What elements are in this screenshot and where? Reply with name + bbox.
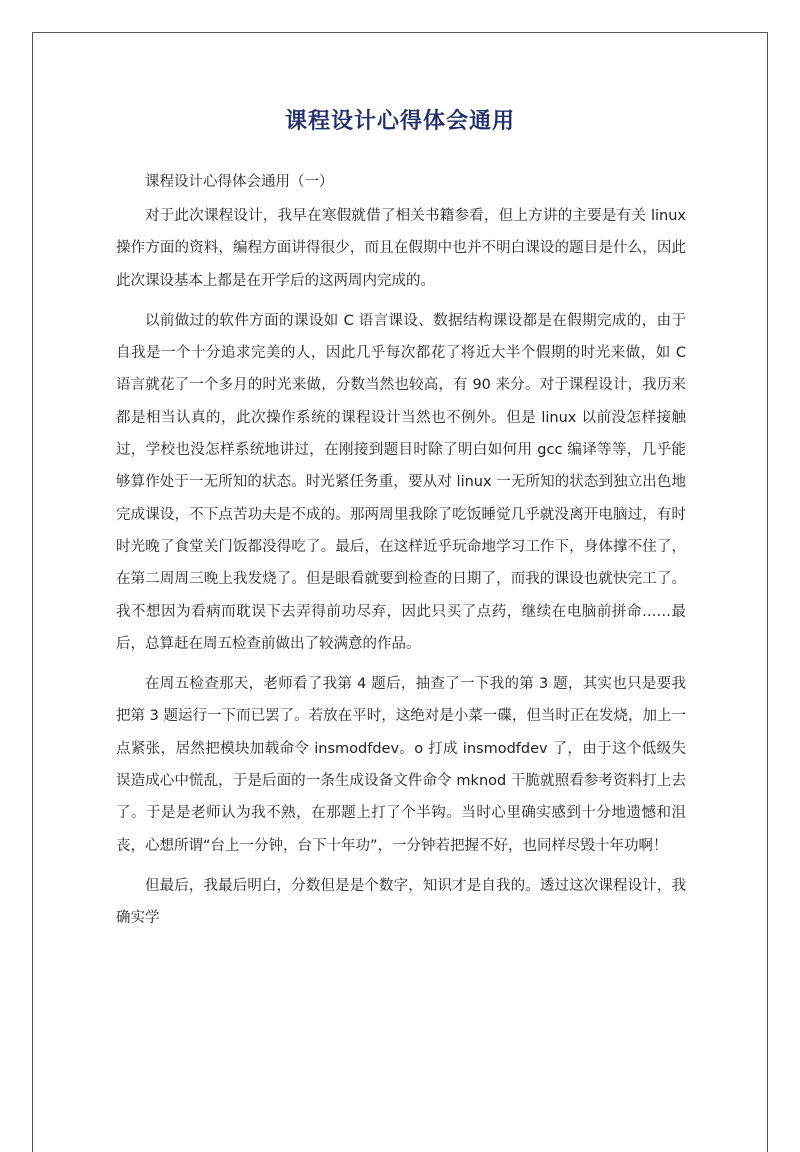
paragraph-4: 但最后，我最后明白，分数但是是个数字，知识才是自我的。透过这次课程设计，我确实学: [116, 877, 686, 927]
section-subtitle: 课程设计心得体会通用（一）: [145, 174, 334, 190]
document-title: 课程设计心得体会通用: [284, 109, 515, 134]
document-body: [116, 170, 686, 935]
paragraph-2: 以前做过的软件方面的课设如 C 语言课设、数据结构课设都是在假期完成的，由于自我是一个十分追求完美的人，因此几乎每次都花了将近大半个假期的时光来做，如 C 语言就花了一个多月的时光来做，分数当然也较高，有 90 来分。对于课程设计，我历来都是相当认真的，此次操作系统的课程设计当然也不例外。但是 linux 以前没怎样接触过，学校也没怎样系统地讲过，在刚接到题目时除了明白如何用 gcc 编译等等，几乎能够算作处于一无所知的状态。时光紧任务重，要从对 linux 一无所知的状态到独立出色地完成课设，不下点苦功夫是不成的。那两周里我除了吃饭睡觉几乎就没离开电脑过，有时时光晚了食堂关门饭都没得吃了。最后，在这样近乎玩命地学习工作下，身体撑不住了，在第二周周三晚上我发烧了。但是眼看就要到检查的日期了，而我的课设也就快完工了。我不想因为看病而耽误下去弄得前功尽弃，因此只买了点药，继续在电脑前拼命……最后，总算赶在周五检查前做出了较满意的作品。: [116, 312, 686, 652]
paragraph-3: 在周五检查那天，老师看了我第 4 题后，抽查了一下我的第 3 题，其实也只是要我把第 3 题运行一下而已罢了。若放在平时，这绝对是小菜一碟，但当时正在发烧，加上一点紧张，居然把模块加载命令 insmodfdev。o 打成 insmodfdev 了，由于这个低级失误造成心中慌乱，于是后面的一条生成设备文件命令 mknod 干脆就照看参考资料打上去了。于是是老师认为我不熟，在那题上打了个半钩。当时心里确实感到十分地遗憾和沮丧，心想所谓“台上一分钟，台下十年功”，一分钟若把握不好，也同样尽毁十年功啊！: [116, 676, 686, 854]
paragraph-1: 对于此次课程设计，我早在寒假就借了相关书籍参看，但上方讲的主要是有关 linux 操作方面的资料，编程方面讲得很少，而且在假期中也并不明白课设的题目是什么，因此此次课设基本上都是在开学后的这两周内完成的。: [116, 208, 686, 289]
